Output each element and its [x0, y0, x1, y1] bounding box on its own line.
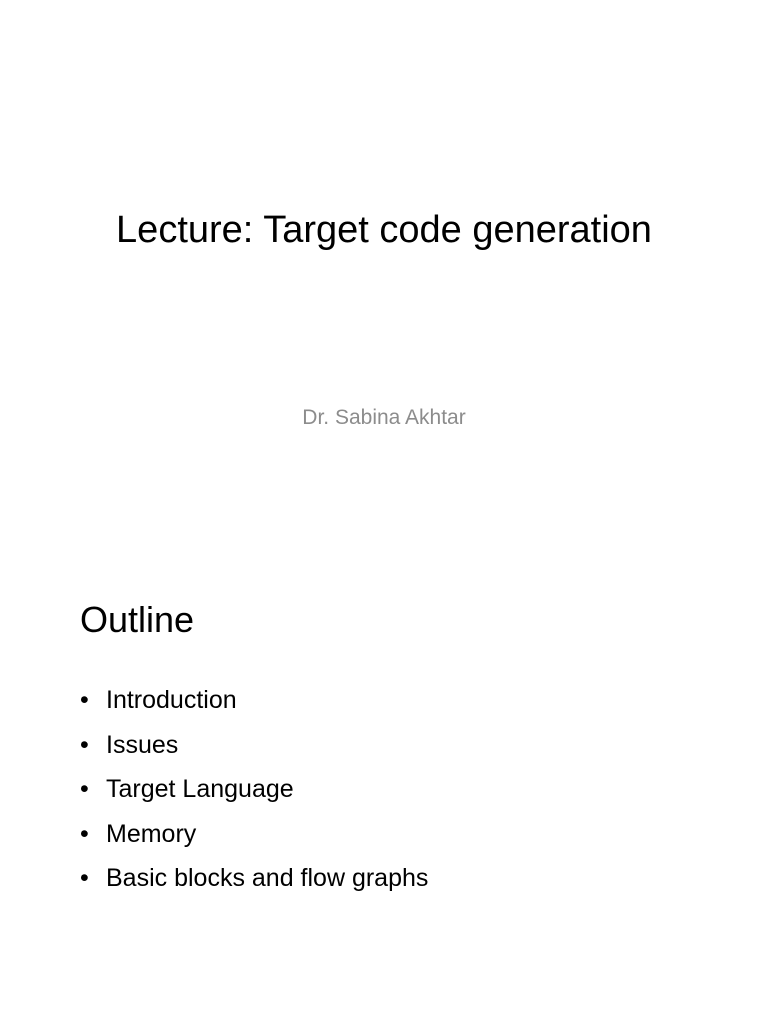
bullet-icon: •	[80, 730, 89, 759]
slide-title: Lecture: Target code generation	[116, 209, 652, 251]
bullet-icon: •	[80, 686, 89, 714]
outline-slide	[0, 540, 768, 1024]
bullet-icon: •	[80, 819, 89, 848]
outline-bullet-list	[80, 678, 428, 901]
slide-subtitle-author: Dr. Sabina Akhtar	[302, 406, 466, 429]
bullet-icon: •	[80, 864, 89, 892]
bullet-item-introduction	[80, 678, 428, 723]
bullet-item-label: Issues	[106, 730, 179, 759]
bullet-item-label: Memory	[106, 819, 197, 848]
bullet-item-label: Target Language	[106, 775, 294, 803]
bullet-item-label: Basic blocks and flow graphs	[106, 864, 429, 892]
bullet-item-memory	[80, 812, 428, 857]
bullet-icon: •	[80, 775, 89, 803]
bullet-item-basic-blocks	[80, 856, 428, 901]
bullet-item-issues	[80, 723, 428, 768]
bullet-item-label: Introduction	[106, 686, 237, 714]
outline-heading: Outline	[80, 599, 195, 640]
bullet-item-target-language	[80, 767, 428, 812]
